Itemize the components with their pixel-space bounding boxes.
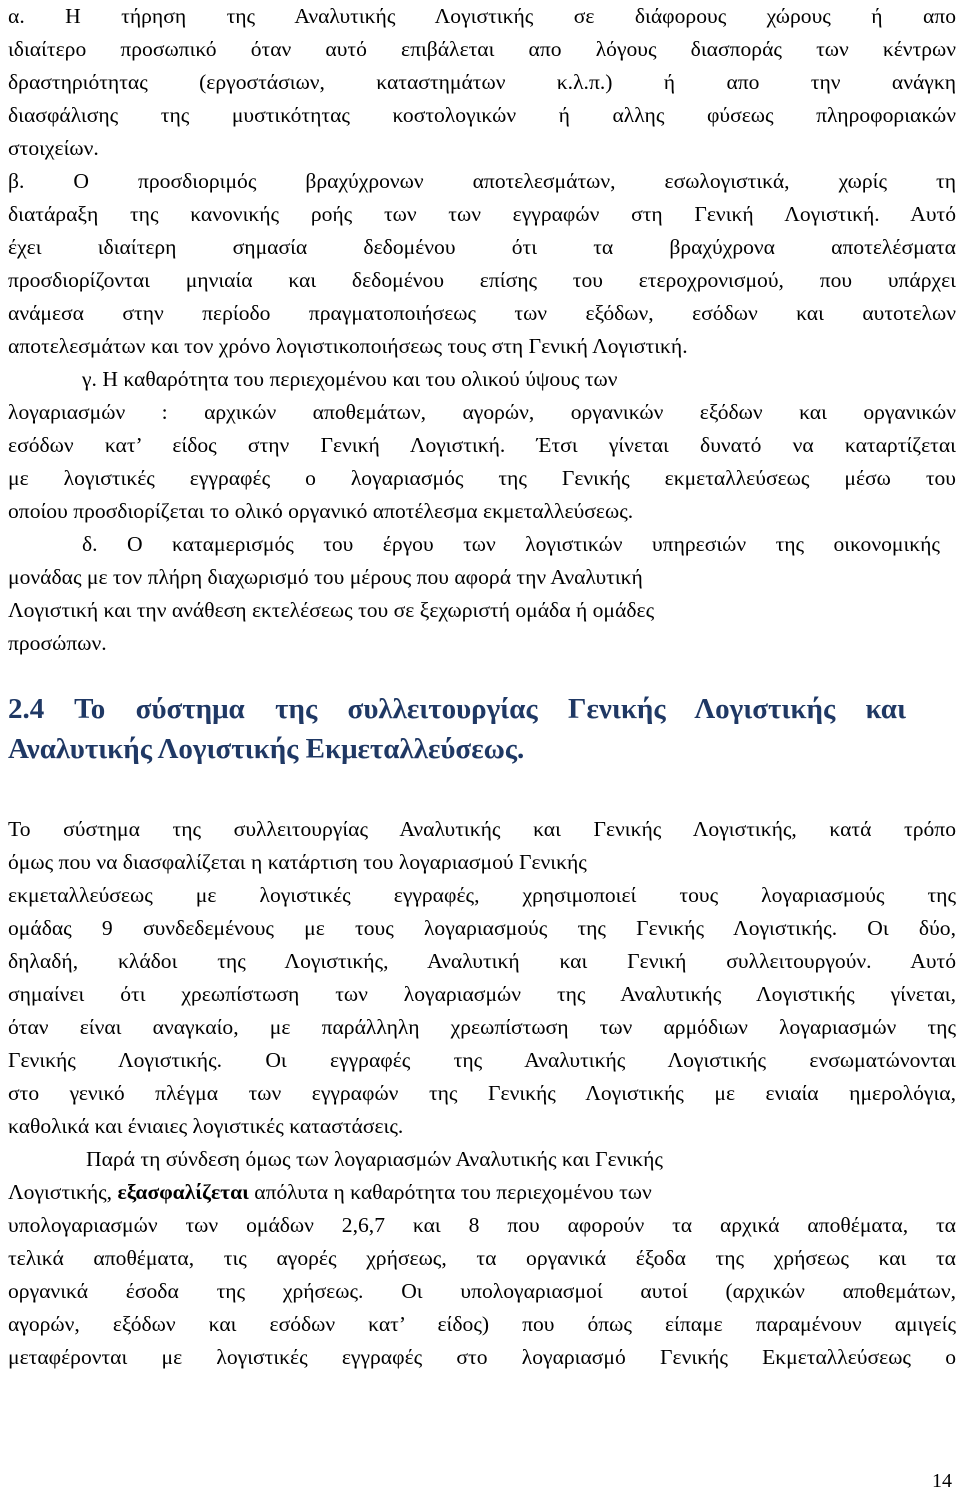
text-line: μεταφέρονται με λογιστικές εγγραφές στο λογαριασμό Γενικής Εκμεταλλεύσεως ο: [8, 1345, 956, 1369]
text-line: δ. Ο καταμερισμός του έργου των λογιστικών υπηρεσιών της οικονομικής: [82, 532, 940, 556]
text-line: [8, 1176, 956, 1209]
text-line: υπολογαριασμών των ομάδων 2,6,7 και 8 που αφορούν τα αρχικά αποθέματα, τα: [8, 1213, 956, 1237]
text-line: με λογιστικές εγγραφές ο λογαριασμός της Γενικής εκμεταλλεύσεως μέσω του: [8, 466, 956, 490]
text-line: προσδιορίζονται μηνιαία και δεδομένου επίσης του ετεροχρονισμού, που υπάρχει: [8, 268, 956, 292]
text-line: Λογιστική και την ανάθεση εκτελέσεως του σε ξεχωριστή ομάδα ή ομάδες: [8, 598, 655, 622]
text-line: Το σύστημα της συλλειτουργίας Αναλυτικής και Γενικής Λογιστικής, κατά τρόπο: [8, 817, 956, 841]
text-line: στο γενικό πλέγμα των εγγραφών της Γενικής Λογιστικής με ενιαία ημερολόγια,: [8, 1081, 956, 1105]
text-line: ανάμεσα στην περίοδο πραγματοποιήσεως των εξόδων, εσόδων και αυτοτελων: [8, 301, 956, 325]
text-line: β. Ο προσδιοριμός βραχύχρονων αποτελεσμάτων, εσωλογιστικά, χωρίς τη: [8, 169, 956, 193]
text-line: οποίου προσδιορίζεται το ολικό οργανικό αποτέλεσμα εκμεταλλεύσεως.: [8, 499, 634, 523]
text-line: προσώπων.: [8, 631, 107, 655]
text-line: Παρά τη σύνδεση όμως των λογαριασμών Αναλυτικής και Γενικής: [86, 1147, 663, 1171]
page-number: 14: [932, 1470, 952, 1492]
text-line: δραστηριότητας (εργοστάσιων, καταστημάτων κ.λ.π.) ή απο την ανάγκη: [8, 70, 956, 94]
text-line: μονάδας με τον πλήρη διαχωρισμό του μέρους που αφορά την Αναλυτική: [8, 565, 643, 589]
text-line: τελικά αποθέματα, τις αγορές χρήσεως, τα οργανικά έξοδα της χρήσεως και τα: [8, 1246, 956, 1270]
section-heading: Αναλυτικής Λογιστικής Εκμεταλλεύσεως.: [8, 733, 525, 765]
text-line: έχει ιδιαίτερη σημασία δεδομένου ότι τα βραχύχρονα αποτελέσματα: [8, 235, 956, 259]
text-line: λογαριασμών : αρχικών αποθεμάτων, αγορών, οργανικών εξόδων και οργανικών: [8, 400, 956, 424]
text-line: διασφάλισης της μυστικότητας κοστολογικών ή αλλης φύσεως πληροφοριακών: [8, 103, 956, 127]
text-line: καθολικά και ένιαιες λογιστικές καταστάσεις.: [8, 1114, 404, 1138]
text-line: όμως που να διασφαλίζεται η κατάρτιση του λογαριασμού Γενικής: [8, 850, 587, 874]
text-line: αγορών, εξόδων και εσόδων κατ’ είδος) που όπως είπαμε παραμένουν αμιγείς: [8, 1312, 956, 1336]
text-line: σημαίνει ότι χρεωπίστωση των λογαριασμών της Αναλυτικής Λογιστικής γίνεται,: [8, 982, 956, 1006]
section-heading: 2.4 Το σύστημα της συλλειτουργίας Γενικής Λογιστικής και: [8, 693, 906, 725]
text-line: ομάδας 9 συνδεδεμένους με τους λογαριασμούς της Γενικής Λογιστικής. Οι δύο,: [8, 916, 956, 940]
text-line: ιδιαίτερο προσωπικό όταν αυτό επιβάλεται απο λόγους διασποράς των κέντρων: [8, 37, 956, 61]
text-line: στοιχείων.: [8, 136, 99, 160]
text-run: Λογιστικής,: [8, 1180, 118, 1204]
text-run: απόλυτα η καθαρότητα του περιεχομένου των: [248, 1180, 652, 1204]
text-line: Γενικής Λογιστικής. Οι εγγραφές της Αναλυτικής Λογιστικής ενσωματώνονται: [8, 1048, 956, 1072]
text-line: όταν είναι αναγκαίο, με παράλληλη χρεωπίστωση των αρμόδιων λογαριασμών της: [8, 1015, 956, 1039]
text-line: δηλαδή, κλάδοι της Λογιστικής, Αναλυτική και Γενική συλλειτουργούν. Αυτό: [8, 949, 956, 973]
text-line: αποτελεσμάτων και τον χρόνο λογιστικοποιήσεως τους στη Γενική Λογιστική.: [8, 334, 688, 358]
text-line: οργανικά έσοδα της χρήσεως. Οι υπολογαριασμοί αυτοί (αρχικών αποθεμάτων,: [8, 1279, 956, 1303]
text-line: γ. Η καθαρότητα του περιεχομένου και του ολικού ύψους των: [82, 367, 618, 391]
text-line: εκμεταλλεύσεως με λογιστικές εγγραφές, χρησιμοποιεί τους λογαριασμούς της: [8, 883, 956, 907]
text-line: διατάραξη της κανονικής ροής των των εγγραφών στη Γενική Λογιστική. Αυτό: [8, 202, 956, 226]
bold-text: εξασφαλίζεται: [117, 1180, 249, 1204]
text-line: α. Η τήρηση της Αναλυτικής Λογιστικής σε διάφορους χώρους ή απο: [8, 4, 956, 28]
text-line: εσόδων κατ’ είδος στην Γενική Λογιστική. Έτσι γίνεται δυνατό να καταρτίζεται: [8, 433, 956, 457]
